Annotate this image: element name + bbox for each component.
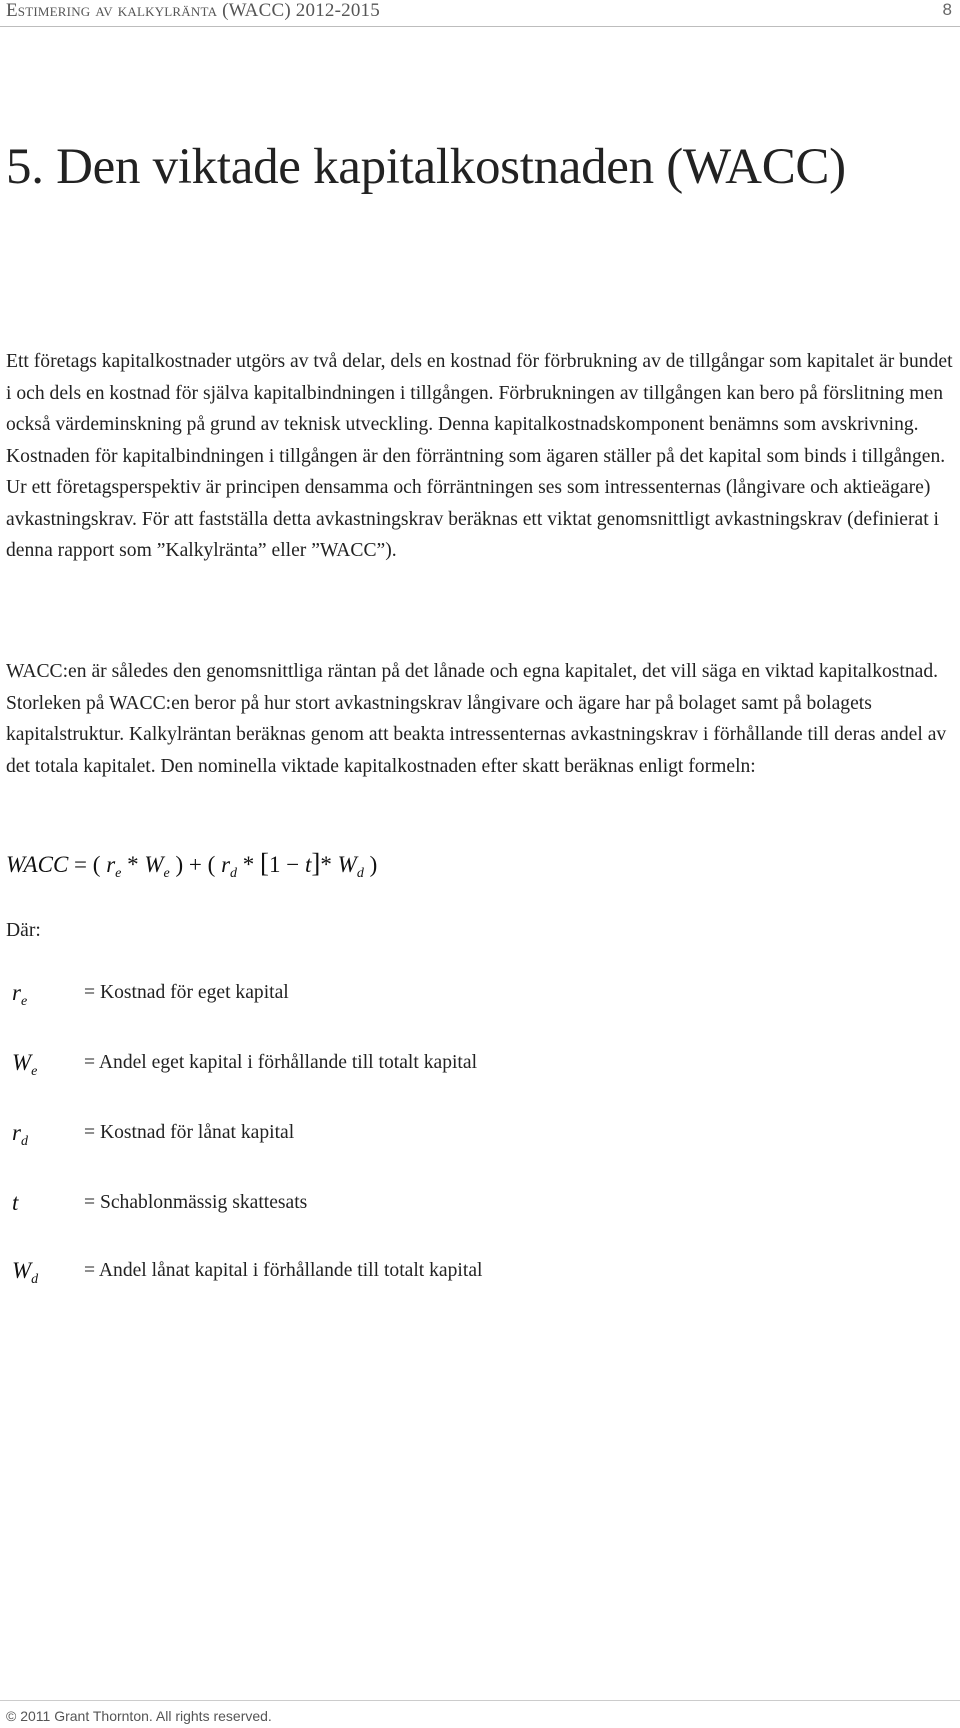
- formula-star-3: *: [320, 852, 338, 877]
- formula-lhs: WACC: [6, 852, 69, 877]
- paragraph-wacc: WACC:en är således den genomsnittliga räntan på det lånade och egna kapitalet, det vill säga en viktad kapitalkostnad. Storleken på WACC:en beror på hur stort avkastningskrav långivare och ägare har på bolaget samt på bolagets kapitalstruktur. Kalkylräntan beräknas genom att beakta intressenternas avkastningskrav i förhållande till deras andel av det totala kapitalet. Den nominella viktade kapitalkostnaden efter skatt beräknas enligt formeln:: [6, 661, 947, 777]
- definition-row: [6, 1258, 906, 1292]
- symbol-base: W: [12, 1050, 32, 1075]
- formula-bracket-close: ]: [311, 848, 321, 878]
- symbol-base: r: [12, 980, 21, 1005]
- footer-divider: [0, 1700, 960, 1701]
- symbol-subscript: d: [20, 1134, 28, 1149]
- definition-text: = Andel lånat kapital i förhållande till totalt kapital: [84, 1260, 483, 1281]
- definition-symbol: [12, 1190, 18, 1220]
- formula-re-sub: e: [115, 866, 122, 881]
- symbol-base: t: [12, 1190, 19, 1215]
- wacc-formula: [6, 848, 377, 882]
- formula-we-sub: e: [163, 866, 170, 881]
- formula-rd-sub: d: [230, 866, 238, 881]
- formula-one-minus: 1 −: [269, 852, 305, 877]
- definition-text: = Schablonmässig skattesats: [84, 1192, 308, 1213]
- formula-t: t: [305, 852, 312, 877]
- definition-symbol: [12, 980, 27, 1010]
- symbol-subscript: d: [31, 1272, 39, 1287]
- header-divider: [0, 26, 960, 27]
- formula-star-2: *: [237, 852, 261, 877]
- formula-paren-open: (: [92, 852, 107, 877]
- definition-symbol: [12, 1050, 37, 1080]
- definition-row: [6, 1190, 906, 1224]
- symbol-base: r: [12, 1120, 21, 1145]
- page-header: [0, 0, 960, 26]
- definition-text: = Kostnad för lånat kapital: [84, 1122, 295, 1143]
- formula-wd-sub: d: [356, 866, 364, 881]
- formula-plus: ) + (: [169, 852, 222, 877]
- definition-text: = Kostnad för eget kapital: [84, 982, 289, 1003]
- where-label: Där:: [6, 920, 41, 941]
- symbol-subscript: e: [20, 994, 28, 1009]
- definition-symbol: [12, 1258, 38, 1288]
- definition-text: = Andel eget kapital i förhållande till totalt kapital: [84, 1052, 478, 1073]
- running-title: Estimering av kalkylränta (WACC) 2012-2015: [6, 0, 380, 21]
- definition-row: [6, 1120, 906, 1154]
- paragraph-intro: Ett företags kapitalkostnader utgörs av två delar, dels en kostnad för förbrukning av de tillgångar som kapitalet är bundet i och dels en kostnad för själva kapitalbindningen i tillgången. Förbrukningen av tillgången kan bero på förslitning men också värdeminskning på grund av teknisk utveckling. Denna kapitalkostnadskomponent benämns som avskrivning. Kostnaden för kapitalbindningen i tillgången är den förräntning som ägaren ställer på det kapital som binds i tillgången. Ur ett företagsperspektiv är principen densamma och förräntningen ses som intressenternas (långivare och aktieägare) avkastningskrav. För att fastställa detta avkastningskrav beräknas ett viktat genomsnittligt avkastningskrav (definierat i denna rapport som ”Kalkylränta” eller ”WACC”).: [6, 351, 953, 561]
- symbol-subscript: e: [31, 1064, 38, 1079]
- definition-symbol: [12, 1120, 28, 1150]
- formula-paren-close: ): [363, 852, 378, 877]
- formula-equals: =: [68, 852, 93, 877]
- definition-row: [6, 980, 906, 1014]
- formula-re: r: [106, 852, 116, 877]
- chapter-title: 5. Den viktade kapitalkostnaden (WACC): [6, 139, 846, 195]
- page-number: 8: [942, 0, 952, 19]
- copyright-footer: © 2011 Grant Thornton. All rights reserved.: [6, 1708, 272, 1724]
- formula-wd: W: [337, 852, 357, 877]
- formula-rd: r: [221, 852, 231, 877]
- symbol-base: W: [12, 1258, 32, 1283]
- formula-bracket-open: [: [260, 848, 270, 878]
- formula-we: W: [144, 852, 164, 877]
- formula-star: *: [121, 852, 145, 877]
- definition-row: [6, 1050, 906, 1084]
